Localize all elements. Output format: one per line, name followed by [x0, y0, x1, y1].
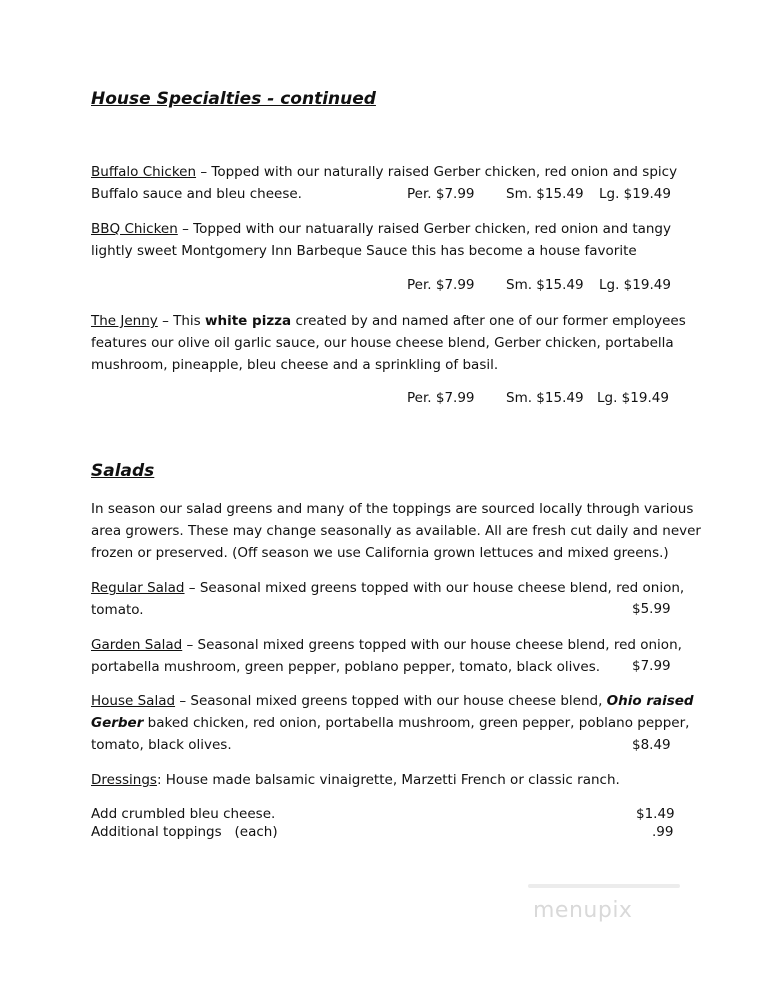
- price-personal: Per. $7.99: [407, 390, 475, 406]
- menu-item-name: Garden Salad: [91, 637, 183, 653]
- price-personal: Per. $7.99: [407, 277, 475, 293]
- menu-item-description-line: Gerber baked chicken, red onion, portabella mushroom, green pepper, poblano pepper,: [91, 715, 690, 731]
- price-personal: Per. $7.99: [407, 186, 475, 202]
- dressings-line: Dressings: House made balsamic vinaigrette, Marzetti French or classic ranch.: [91, 772, 620, 788]
- addon-price: $1.49: [636, 806, 675, 822]
- menu-item-description-line: features our olive oil garlic sauce, our house cheese blend, Gerber chicken, portabella: [91, 335, 674, 351]
- menu-item-name: House Salad: [91, 693, 176, 709]
- price-large: Lg. $19.49: [599, 186, 671, 202]
- menu-item-description-line: tomato.: [91, 602, 144, 618]
- watermark-decoration: [528, 884, 680, 888]
- menu-item-name: Regular Salad: [91, 580, 185, 596]
- salads-intro-line: area growers. These may change seasonally as available. All are fresh cut daily and never: [91, 523, 701, 539]
- dressings-label: Dressings: [91, 772, 157, 788]
- watermark-logo: menupix: [533, 898, 633, 923]
- price-small: Sm. $15.49: [506, 277, 584, 293]
- addon-label: Additional toppings (each): [91, 824, 278, 840]
- menu-item-name: Buffalo Chicken: [91, 164, 197, 180]
- addon-price: .99: [652, 824, 674, 840]
- menu-item-description: Garden Salad – Seasonal mixed greens topped with our house cheese blend, red onion,: [91, 637, 682, 653]
- menu-item-description: Regular Salad – Seasonal mixed greens topped with our house cheese blend, red onion,: [91, 580, 685, 596]
- section-heading-house-specialties: House Specialties - continued: [91, 89, 376, 109]
- addon-label: Add crumbled bleu cheese.: [91, 806, 276, 822]
- price-small: Sm. $15.49: [506, 390, 584, 406]
- price-large: Lg. $19.49: [597, 390, 669, 406]
- menu-item-description: House Salad – Seasonal mixed greens topped with our house cheese blend, Ohio raised: [91, 693, 694, 709]
- menu-item-description-line: lightly sweet Montgomery Inn Barbeque Sauce this has become a house favorite: [91, 243, 637, 259]
- price: $7.99: [632, 658, 671, 674]
- menu-item-description-line: portabella mushroom, green pepper, poblano pepper, tomato, black olives.: [91, 659, 601, 675]
- salads-intro-line: frozen or preserved. (Off season we use California grown lettuces and mixed greens.): [91, 545, 669, 561]
- menu-item-description-line: mushroom, pineapple, bleu cheese and a sprinkling of basil.: [91, 357, 499, 373]
- menu-item-description: BBQ Chicken – Topped with our natuarally raised Gerber chicken, red onion and tangy: [91, 221, 671, 237]
- price: $5.99: [632, 601, 671, 617]
- price-small: Sm. $15.49: [506, 186, 584, 202]
- menu-item-description: Buffalo Chicken – Topped with our naturally raised Gerber chicken, red onion and spicy: [91, 164, 678, 180]
- salads-intro-line: In season our salad greens and many of the toppings are sourced locally through various: [91, 501, 694, 517]
- menu-item-name: BBQ Chicken: [91, 221, 178, 237]
- price: $8.49: [632, 737, 671, 753]
- menu-item-description: The Jenny – This white pizza created by and named after one of our former employees: [91, 313, 686, 329]
- menu-item-description-line: tomato, black olives.: [91, 737, 232, 753]
- section-heading-salads: Salads: [91, 461, 155, 481]
- price-large: Lg. $19.49: [599, 277, 671, 293]
- menu-item-name: The Jenny: [91, 313, 158, 329]
- menu-item-description-line: Buffalo sauce and bleu cheese.: [91, 186, 302, 202]
